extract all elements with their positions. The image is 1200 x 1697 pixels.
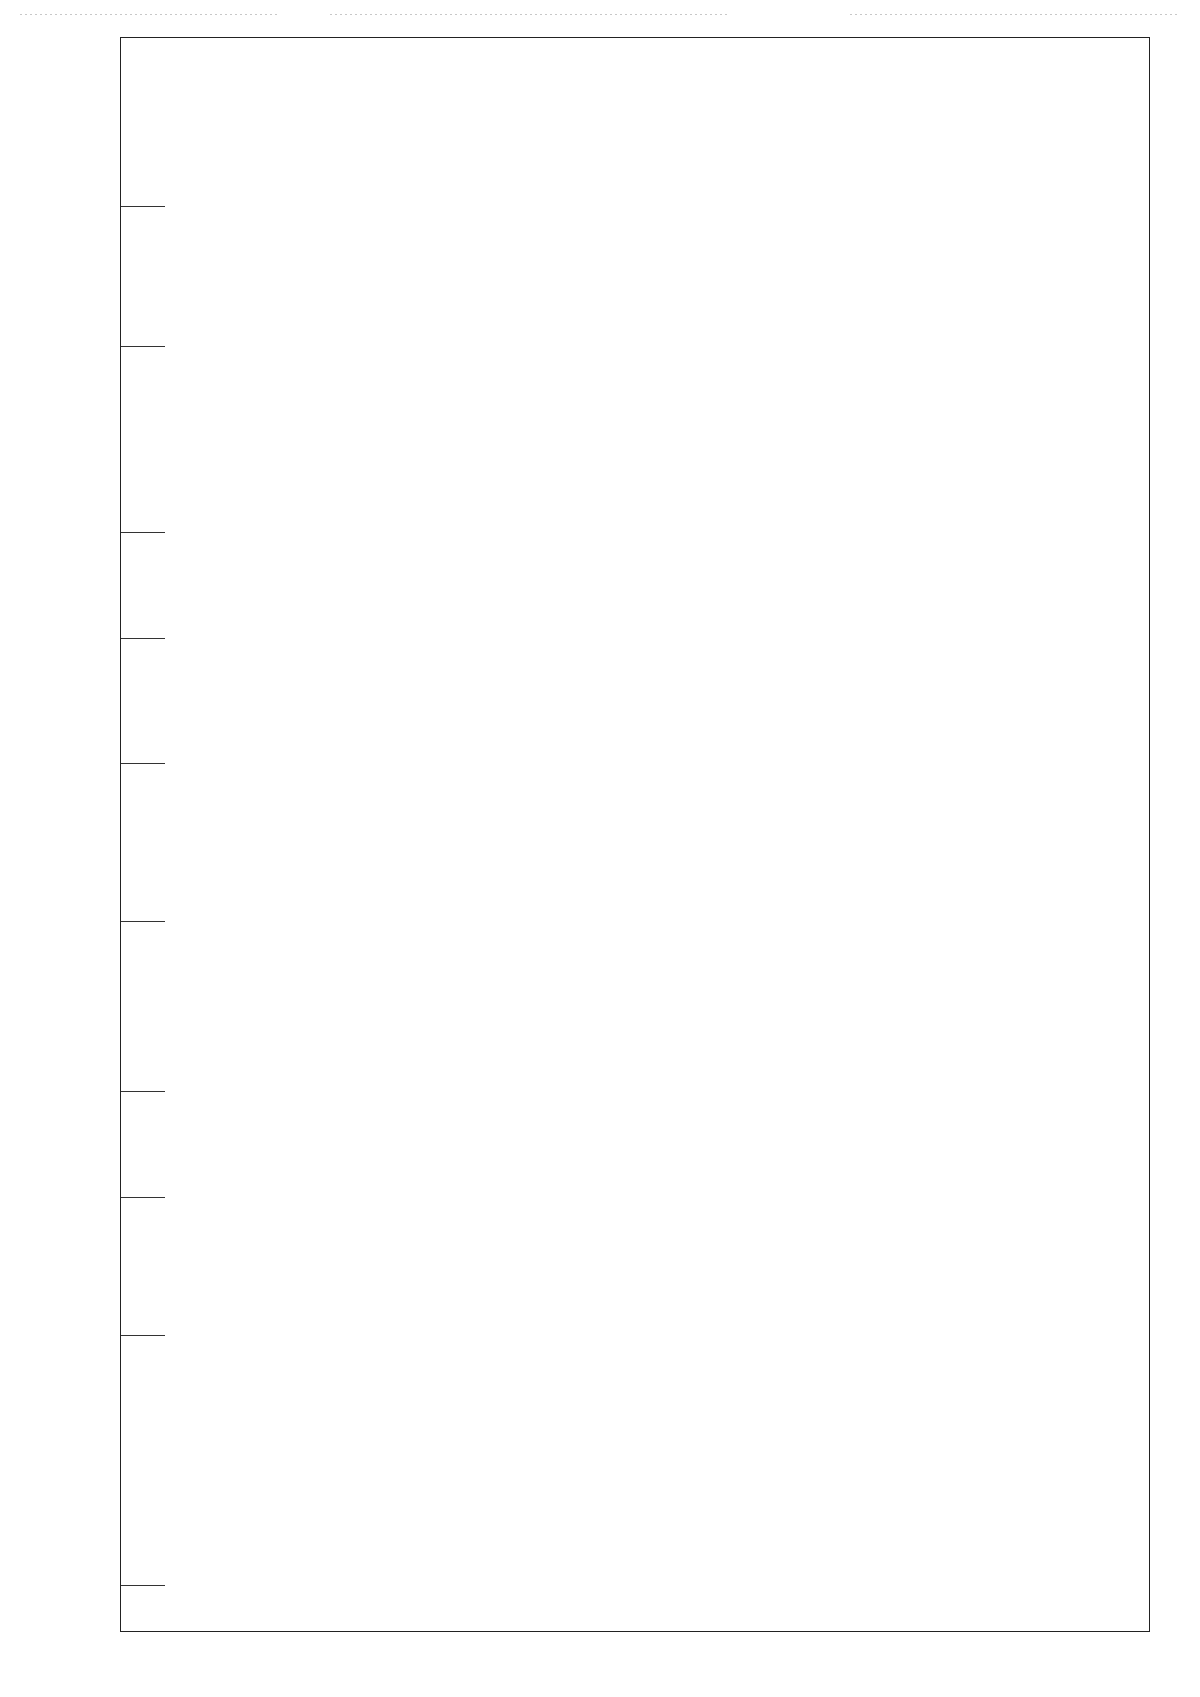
cell-dash xyxy=(121,1092,165,1198)
cell-flag xyxy=(121,207,165,347)
cell-responsible xyxy=(121,533,165,639)
cell-empty xyxy=(121,639,165,764)
table-row-continuation xyxy=(121,38,165,1631)
cell-empty xyxy=(121,1198,165,1336)
cell-num xyxy=(121,1586,165,1631)
cell-date xyxy=(121,922,165,1092)
cell-result xyxy=(121,347,165,533)
cell-name xyxy=(121,1336,165,1586)
cell-empty xyxy=(121,36,165,207)
control-points-table xyxy=(120,37,1150,1632)
cell-empty xyxy=(121,764,165,922)
